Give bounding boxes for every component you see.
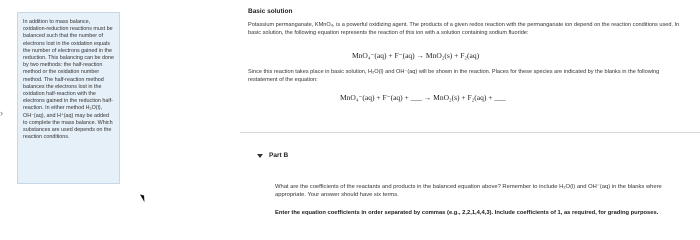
hint-panel [17, 12, 120, 184]
part-b-label: Part B [269, 152, 289, 159]
equation-2: MnO₄⁻(aq) + F⁻(aq) + ___ → MnO₂(s) + F₂(aq) + ___ [340, 93, 506, 102]
caret-down-icon [257, 154, 263, 158]
intro-paragraph: Potassium permanganate, KMnO₄, is a powerful oxidizing agent. The products of a given redox reaction with the permanganate ion depend on the reaction conditions used. In basic solution, the following equation represents the reaction of this ion with a solution containing sodium fluoride: [248, 22, 680, 36]
basic-solution-paragraph: Since this reaction takes place in basic solution, H₂O(l) and OH⁻(aq) will be shown in the reaction. Places for these species are indicated by the blanks in the following restatement of the equation: [248, 69, 660, 83]
previous-arrow[interactable]: › [0, 108, 3, 118]
divider [240, 132, 700, 133]
part-b-instruction: Enter the equation coefficients in order separated by commas (e.g., 2,2,1,4,4,3). Include coefficients of 1, as required, for grading purposes. [275, 210, 659, 216]
part-b-question: What are the coefficients of the reactants and products in the balanced equation above? Remember to include H₂O(l) and OH⁻(aq) in the blanks where appropriate. Your answer should have six terms. [275, 184, 662, 198]
mouse-cursor-icon [140, 193, 147, 202]
hint-text: In addition to mass balance, oxidation-reduction reactions must be balanced such that the number of electrons lost in the oxidation equals the number of electrons gained in the reduction. This balancing can be done by two methods: the half-reaction method or the oxidation number method. The half-reaction method balances the electrons lost in the oxidation half-reaction with the electrons gained in the reduction half-reaction. In either method H₂O(l), OH⁻(aq), and H⁺(aq) may be added to complete the mass balance. Which substances are used depends on the reaction conditions. [23, 19, 115, 141]
section-title: Basic solution [248, 8, 293, 15]
equation-1: MnO₄⁻(aq) + F⁻(aq) → MnO₂(s) + F₂(aq) [352, 51, 480, 60]
content-area [240, 0, 700, 235]
part-b-toggle[interactable] [257, 152, 288, 159]
